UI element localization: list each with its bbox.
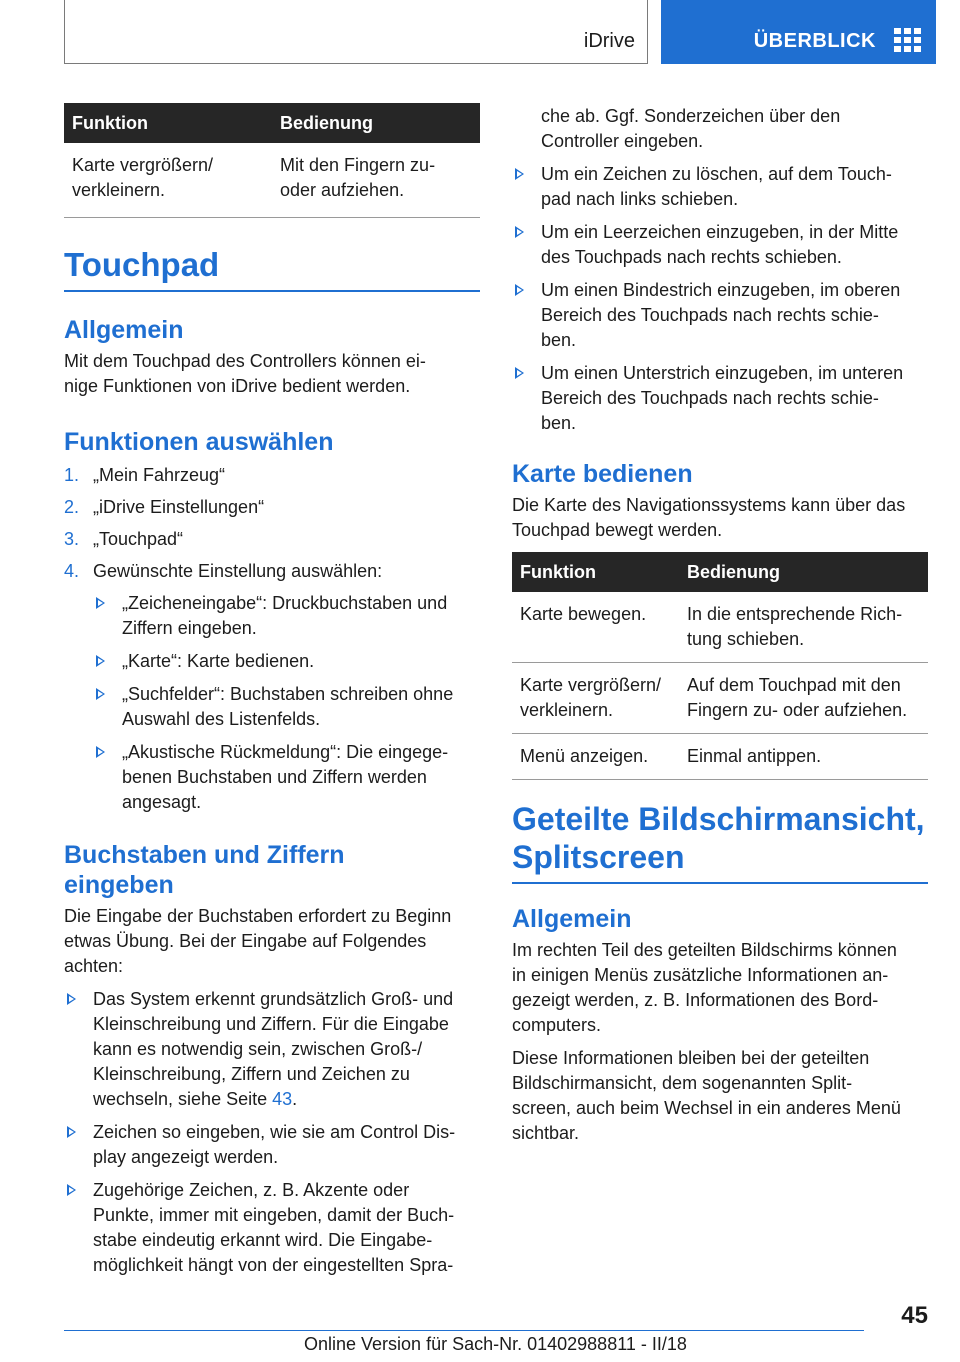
allgemein-text: Mit dem Touchpad des Controllers können ei- nige Funktionen von iDrive bedient werden. bbox=[64, 351, 426, 396]
triangle-bullet-icon bbox=[515, 367, 524, 379]
touchpad-bullet-list bbox=[512, 162, 928, 436]
step-number: 3. bbox=[64, 529, 80, 549]
table-cell: Karte vergrößern/ verkleinern. bbox=[64, 143, 272, 218]
table-row bbox=[512, 663, 928, 734]
table-row bbox=[512, 592, 928, 663]
bullet-text: Zugehörige Zeichen, z. B. Akzente oder Punkte, immer mit eingeben, damit der Buch- stabe eindeutig erkannt wird. Die Eingabe- möglichkeit hängt von der eingestellten Spra- bbox=[93, 1180, 455, 1275]
bullet-text: „Karte“: Karte bedienen. bbox=[122, 651, 315, 671]
table-row bbox=[512, 734, 928, 780]
section-title-touchpad: Touchpad bbox=[64, 246, 480, 292]
list-item bbox=[64, 463, 480, 488]
table-cell: Auf dem Touchpad mit den Fingern zu- oder aufziehen. bbox=[679, 663, 928, 734]
heading-buchstaben-ziffern: Buchstaben und Ziffern eingeben bbox=[64, 841, 345, 899]
table-header-operation: Bedienung bbox=[679, 552, 928, 592]
step-text: „Mein Fahrzeug“ bbox=[93, 465, 226, 485]
splitscreen-paragraph-2: Diese Informationen bleiben bei der geteilten Bildschirmansicht, dem sogenannten Split- screen, auch beim Wechsel in ein anderes Menü sichtbar. bbox=[512, 1048, 901, 1143]
step-number: 4. bbox=[64, 561, 80, 581]
list-item bbox=[64, 1178, 480, 1278]
list-item bbox=[512, 220, 928, 270]
page-number: 45 bbox=[901, 1302, 928, 1329]
heading-karte-bedienen: Karte bedienen bbox=[512, 460, 693, 488]
buchstaben-text: Die Eingabe der Buchstaben erfordert zu Beginn etwas Übung. Bei der Eingabe auf Folgendes achten: bbox=[64, 906, 452, 976]
map-operation-table bbox=[512, 552, 928, 780]
header-section-box bbox=[64, 0, 648, 64]
bullet-text: Das System erkennt grundsätzlich Groß- und Kleinschreibung und Ziffern. Für die Eingabe kann es notwendig sein, zwischen Groß-/ Kleinschreibung, Ziffern und Zeichen zu wechseln, siehe Seite bbox=[93, 989, 454, 1109]
triangle-bullet-icon bbox=[96, 688, 105, 700]
bullet-text: Zeichen so eingeben, wie sie am Control Dis- play angezeigt werden. bbox=[93, 1122, 456, 1167]
table-row bbox=[64, 143, 480, 218]
continued-text: che ab. Ggf. Sonderzeichen über den Controller eingeben. bbox=[541, 106, 841, 151]
settings-bullet-list bbox=[93, 591, 480, 815]
steps-list bbox=[64, 463, 480, 584]
page-reference-link[interactable]: 43 bbox=[272, 1089, 293, 1109]
table-header-function: Funktion bbox=[512, 552, 679, 592]
table-cell: In die entsprechende Rich- tung schieben. bbox=[679, 592, 928, 663]
triangle-bullet-icon bbox=[515, 284, 524, 296]
list-item bbox=[93, 649, 480, 674]
footer-divider bbox=[64, 1330, 864, 1331]
section-title-splitscreen: Geteilte Bildschirmansicht, Splitscreen bbox=[512, 800, 928, 884]
list-item bbox=[64, 559, 480, 584]
bullet-text: Um einen Bindestrich einzugeben, im oberen Bereich des Touchpads nach rechts schie- ben. bbox=[541, 280, 901, 350]
footer-version-text: Online Version für Sach-Nr. 01402988811 - II/18 bbox=[304, 1334, 687, 1354]
heading-allgemein: Allgemein bbox=[64, 316, 184, 344]
table-header-operation: Bedienung bbox=[272, 103, 480, 143]
list-item bbox=[512, 278, 928, 353]
step-text: „Touchpad“ bbox=[93, 529, 184, 549]
triangle-bullet-icon bbox=[96, 597, 105, 609]
list-item bbox=[93, 740, 480, 815]
list-item bbox=[512, 361, 928, 436]
triangle-bullet-icon bbox=[67, 1126, 76, 1138]
bullet-text: „Suchfelder“: Buchstaben schreiben ohne Auswahl des Listenfelds. bbox=[122, 684, 454, 729]
step-number: 2. bbox=[64, 497, 80, 517]
bullet-text: Um ein Zeichen zu löschen, auf dem Touch- pad nach links schieben. bbox=[541, 164, 892, 209]
table-cell: Karte vergrößern/ verkleinern. bbox=[512, 663, 679, 734]
splitscreen-paragraph-1: Im rechten Teil des geteilten Bildschirms können in einigen Menüs zusätzliche Informationen an- gezeigt werden, z. B. Informationen des Bord- computers. bbox=[512, 940, 897, 1035]
bullet-text: Um einen Unterstrich einzugeben, im unteren Bereich des Touchpads nach rechts schie- ben. bbox=[541, 363, 904, 433]
list-item bbox=[93, 682, 480, 732]
triangle-bullet-icon bbox=[515, 168, 524, 180]
step-text: Gewünschte Einstellung auswählen: bbox=[93, 561, 383, 581]
table-cell: Mit den Fingern zu- oder aufziehen. bbox=[272, 143, 480, 218]
grid-icon bbox=[894, 28, 922, 54]
bullet-text-end: . bbox=[292, 1089, 298, 1109]
triangle-bullet-icon bbox=[515, 226, 524, 238]
bullet-text: „Akustische Rückmeldung“: Die eingege- benen Buchstaben und Ziffern werden angesagt. bbox=[122, 742, 449, 812]
table-cell: Karte bewegen. bbox=[512, 592, 679, 663]
function-table bbox=[64, 103, 480, 218]
bullet-text: Um ein Leerzeichen einzugeben, in der Mitte des Touchpads nach rechts schieben. bbox=[541, 222, 899, 267]
table-header-function: Funktion bbox=[64, 103, 272, 143]
bullet-text: „Zeicheneingabe“: Druckbuchstaben und Ziffern eingeben. bbox=[122, 593, 448, 638]
heading-funktionen-auswaehlen: Funktionen auswählen bbox=[64, 428, 334, 456]
list-item bbox=[64, 495, 480, 520]
table-cell: Menü anzeigen. bbox=[512, 734, 679, 780]
triangle-bullet-icon bbox=[67, 1184, 76, 1196]
table-cell: Einmal antippen. bbox=[679, 734, 928, 780]
step-number: 1. bbox=[64, 465, 80, 485]
list-item bbox=[93, 591, 480, 641]
karte-text: Die Karte des Navigationssystems kann über das Touchpad bewegt werden. bbox=[512, 495, 906, 540]
header-chapter-label: ÜBERBLICK bbox=[753, 30, 876, 52]
triangle-bullet-icon bbox=[96, 746, 105, 758]
header-chapter-tab[interactable] bbox=[661, 0, 936, 64]
heading-allgemein-splitscreen: Allgemein bbox=[512, 905, 632, 933]
triangle-bullet-icon bbox=[67, 993, 76, 1005]
triangle-bullet-icon bbox=[96, 655, 105, 667]
list-item bbox=[512, 162, 928, 212]
input-bullet-list bbox=[64, 987, 480, 1278]
list-item bbox=[64, 987, 480, 1112]
list-item bbox=[64, 1120, 480, 1170]
step-text: „iDrive Einstellungen“ bbox=[93, 497, 265, 517]
header-section-label: iDrive bbox=[583, 30, 635, 52]
list-item bbox=[64, 527, 480, 552]
